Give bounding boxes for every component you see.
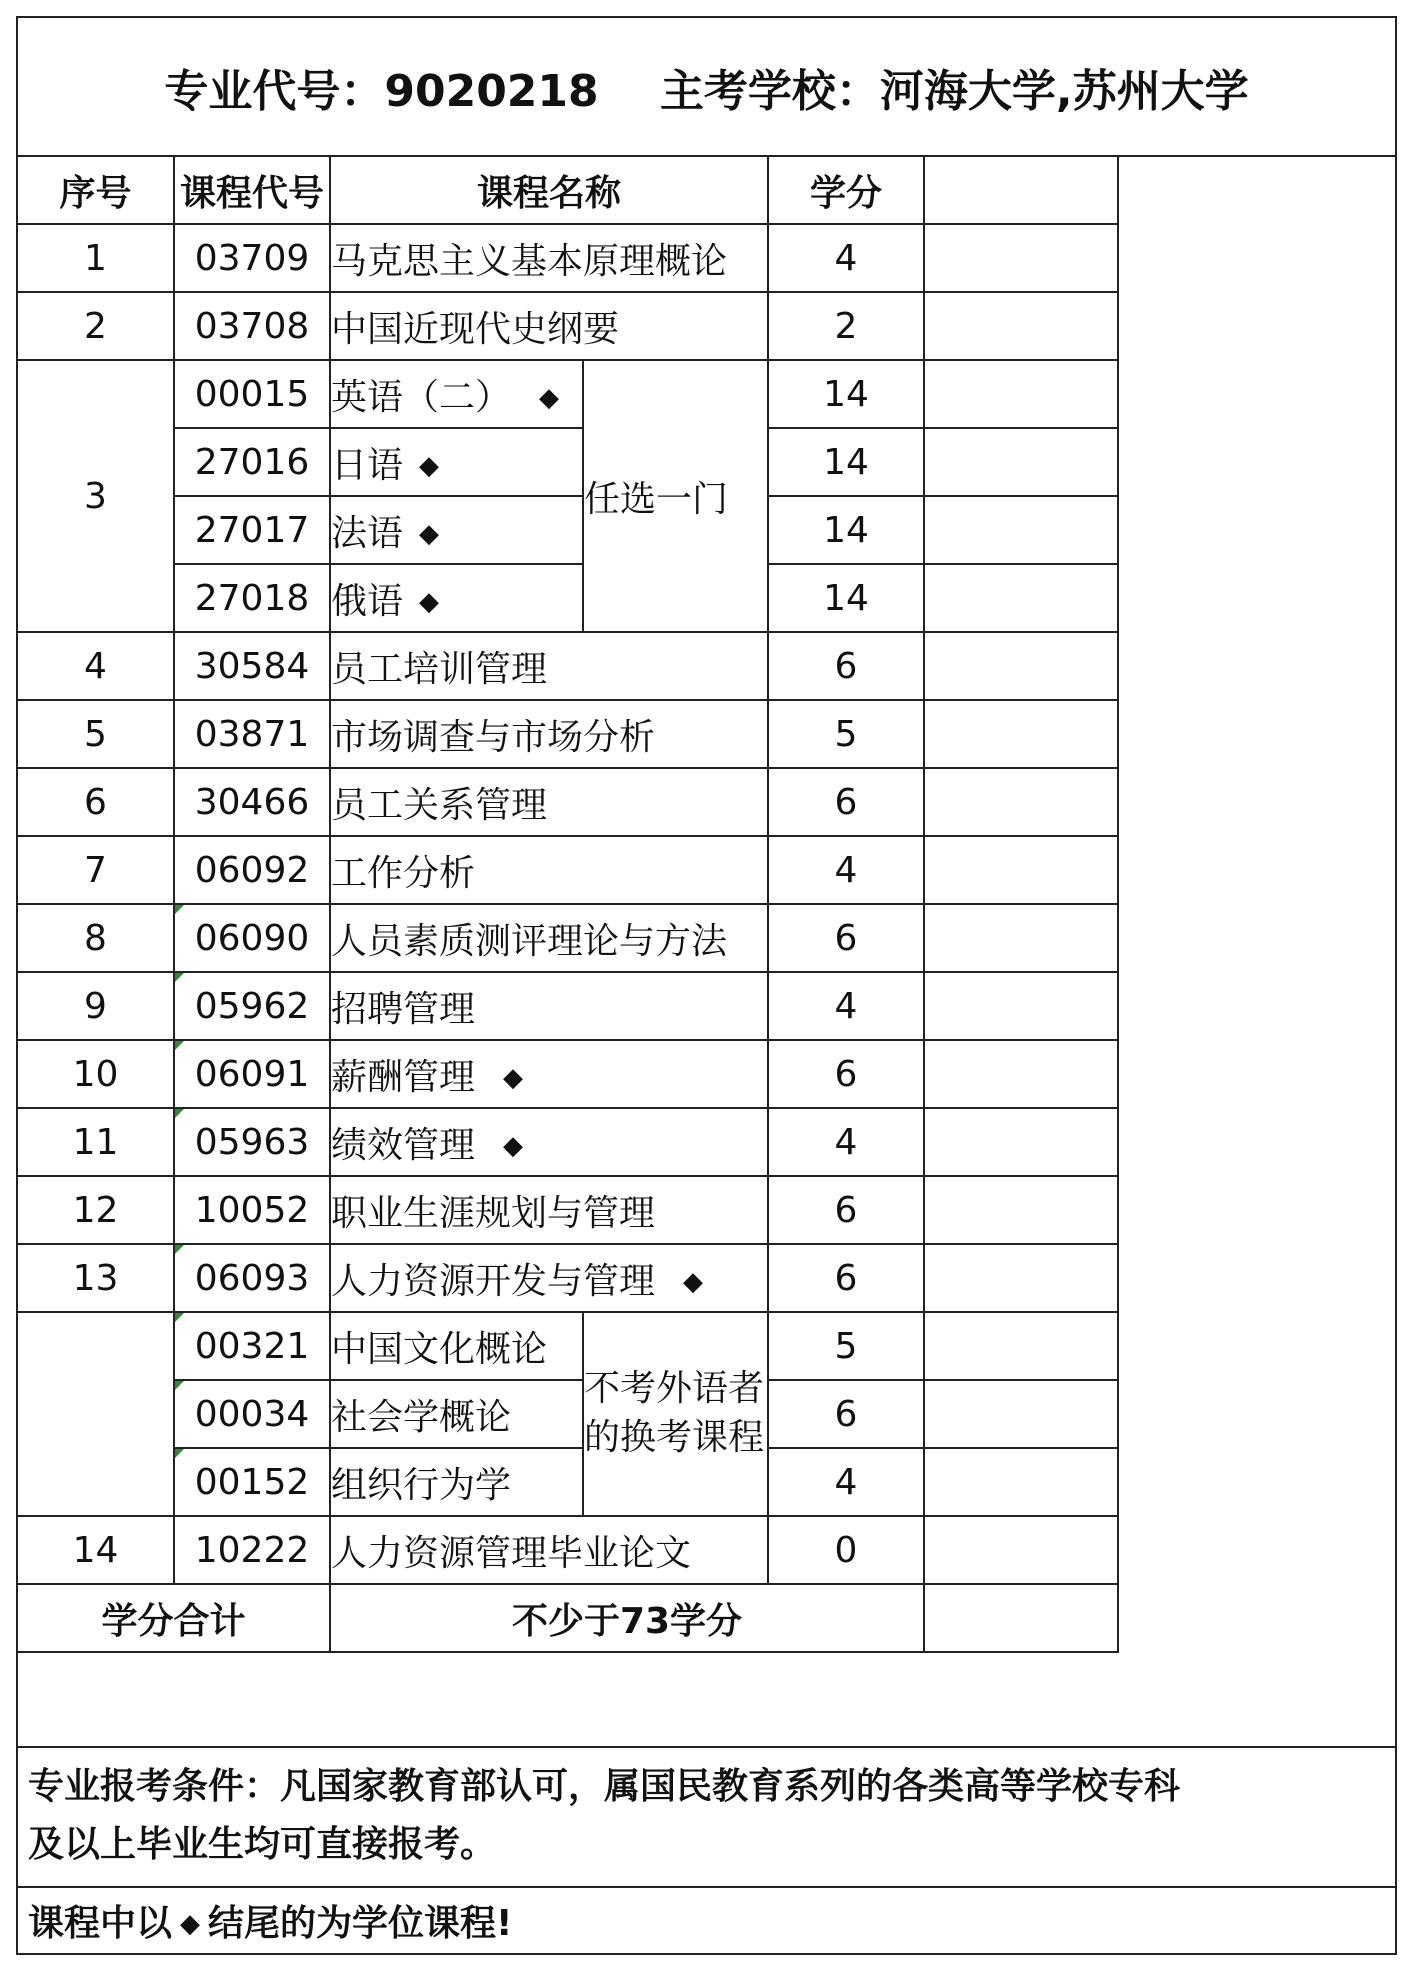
table-row — [17, 1244, 1118, 1312]
blank-cell — [924, 904, 1118, 972]
table-row — [17, 768, 1118, 836]
row-code: 00321 — [174, 1312, 330, 1380]
row-credit: 6 — [768, 768, 924, 836]
page-title — [18, 18, 1395, 157]
degree-mark-icon: ◆ — [419, 450, 440, 481]
row-name: 日语 ◆ — [330, 428, 583, 496]
table-row — [17, 428, 1118, 496]
row-seq: 6 — [17, 768, 174, 836]
total-row — [17, 1584, 1118, 1652]
header-name: 课程名称 — [330, 156, 768, 224]
row-seq: 11 — [17, 1108, 174, 1176]
total-label: 学分合计 — [17, 1584, 330, 1652]
blank-cell — [924, 1176, 1118, 1244]
blank-cell — [924, 564, 1118, 632]
row-code: 10222 — [174, 1516, 330, 1584]
blank-cell — [924, 972, 1118, 1040]
row-name: 中国近现代史纲要 — [330, 292, 768, 360]
degree-mark-icon: ◆ — [419, 586, 440, 617]
header-seq: 序号 — [17, 156, 174, 224]
blank-cell — [924, 360, 1118, 428]
row-name: 人员素质测评理论与方法 — [330, 904, 768, 972]
table-row — [17, 904, 1118, 972]
blank-cell — [924, 1312, 1118, 1380]
row-seq: 8 — [17, 904, 174, 972]
blank-cell — [924, 496, 1118, 564]
row-credit: 5 — [768, 1312, 924, 1380]
table-row — [17, 836, 1118, 904]
row-code: 30584 — [174, 632, 330, 700]
elective-note: 任选一门 — [583, 360, 768, 632]
course-table — [16, 155, 1119, 1653]
row-seq: 9 — [17, 972, 174, 1040]
row-code: 27017 — [174, 496, 330, 564]
host-schools: 主考学校：河海大学,苏州大学 — [659, 65, 1249, 117]
row-seq: 5 — [17, 700, 174, 768]
major-code: 专业代号：9020218 — [164, 65, 599, 117]
header-credit: 学分 — [768, 156, 924, 224]
row-credit: 4 — [768, 1448, 924, 1516]
row-credit: 4 — [768, 972, 924, 1040]
row-code: 00034 — [174, 1380, 330, 1448]
blank-cell — [924, 1516, 1118, 1584]
header-code: 课程代号 — [174, 156, 330, 224]
row-code: 03708 — [174, 292, 330, 360]
row-code: 00015 — [174, 360, 330, 428]
row-name: 组织行为学 — [330, 1448, 583, 1516]
row-code: 27018 — [174, 564, 330, 632]
substitute-note: 不考外语者 的换考课程 — [583, 1312, 768, 1516]
row-credit: 6 — [768, 904, 924, 972]
row-code: 06092 — [174, 836, 330, 904]
row-code: 05963 — [174, 1108, 330, 1176]
table-row — [17, 1108, 1118, 1176]
blank-cell — [924, 292, 1118, 360]
row-seq: 2 — [17, 292, 174, 360]
blank-cell — [924, 156, 1118, 224]
table-row — [17, 292, 1118, 360]
degree-mark-icon: ◆ — [683, 1266, 704, 1297]
row-name: 社会学概论 — [330, 1380, 583, 1448]
table-row — [17, 1448, 1118, 1516]
blank-cell — [924, 632, 1118, 700]
row-seq: 1 — [17, 224, 174, 292]
row-name: 人力资源管理毕业论文 — [330, 1516, 768, 1584]
row-credit: 14 — [768, 360, 924, 428]
row-seq: 12 — [17, 1176, 174, 1244]
row-credit: 4 — [768, 1108, 924, 1176]
row-name: 人力资源开发与管理 ◆ — [330, 1244, 768, 1312]
degree-footnote: 课程中以 ◆ 结尾的为学位课程! — [18, 1886, 1395, 1957]
row-code: 06091 — [174, 1040, 330, 1108]
row-credit: 4 — [768, 836, 924, 904]
degree-mark-icon: ◆ — [419, 518, 440, 549]
row-credit: 14 — [768, 564, 924, 632]
blank-cell — [924, 700, 1118, 768]
table-row — [17, 224, 1118, 292]
row-name: 市场调查与市场分析 — [330, 700, 768, 768]
row-seq: 10 — [17, 1040, 174, 1108]
row-code: 03871 — [174, 700, 330, 768]
table-row — [17, 360, 1118, 428]
blank-cell — [924, 1448, 1118, 1516]
row-name: 俄语 ◆ — [330, 564, 583, 632]
row-credit: 5 — [768, 700, 924, 768]
row-credit: 6 — [768, 1040, 924, 1108]
row-seq: 13 — [17, 1244, 174, 1312]
table-row — [17, 1176, 1118, 1244]
row-credit: 6 — [768, 632, 924, 700]
row-name: 马克思主义基本原理概论 — [330, 224, 768, 292]
row-credit: 14 — [768, 428, 924, 496]
blank-cell — [924, 836, 1118, 904]
study-plan-sheet — [16, 16, 1397, 1955]
table-row — [17, 1516, 1118, 1584]
row-seq: 4 — [17, 632, 174, 700]
table-row — [17, 496, 1118, 564]
blank-cell — [924, 768, 1118, 836]
row-code: 06093 — [174, 1244, 330, 1312]
table-row — [17, 1380, 1118, 1448]
degree-mark-icon: ◆ — [503, 1062, 524, 1093]
blank-cell — [924, 1244, 1118, 1312]
row-credit: 6 — [768, 1176, 924, 1244]
row-code: 06090 — [174, 904, 330, 972]
row-code: 27016 — [174, 428, 330, 496]
row-name: 职业生涯规划与管理 — [330, 1176, 768, 1244]
row-code: 00152 — [174, 1448, 330, 1516]
row-name: 薪酬管理 ◆ — [330, 1040, 768, 1108]
blank-cell — [924, 428, 1118, 496]
blank-cell — [924, 1040, 1118, 1108]
degree-mark-icon: ◆ — [539, 382, 560, 413]
degree-mark-icon: ◆ — [503, 1130, 524, 1161]
row-name: 法语 ◆ — [330, 496, 583, 564]
row-credit: 6 — [768, 1380, 924, 1448]
blank-cell — [924, 1380, 1118, 1448]
table-row — [17, 1040, 1118, 1108]
row-credit: 4 — [768, 224, 924, 292]
blank-cell — [924, 224, 1118, 292]
table-row — [17, 700, 1118, 768]
row-code: 30466 — [174, 768, 330, 836]
row-name: 工作分析 — [330, 836, 768, 904]
admission-conditions: 专业报考条件：凡国家教育部认可，属国民教育系列的各类高等学校专科 及以上毕业生均可直接报考。 — [18, 1746, 1395, 1886]
row-credit: 0 — [768, 1516, 924, 1584]
row-name: 员工关系管理 — [330, 768, 768, 836]
table-row — [17, 1312, 1118, 1380]
table-row — [17, 972, 1118, 1040]
row-seq-empty — [17, 1312, 174, 1516]
row-name: 招聘管理 — [330, 972, 768, 1040]
row-name: 中国文化概论 — [330, 1312, 583, 1380]
row-seq: 3 — [17, 360, 174, 632]
table-row — [17, 632, 1118, 700]
table-row — [17, 564, 1118, 632]
row-credit: 2 — [768, 292, 924, 360]
row-seq: 7 — [17, 836, 174, 904]
blank-cell — [924, 1584, 1118, 1652]
row-code: 05962 — [174, 972, 330, 1040]
row-code: 03709 — [174, 224, 330, 292]
total-value: 不少于73学分 — [330, 1584, 924, 1652]
row-name: 员工培训管理 — [330, 632, 768, 700]
degree-mark-icon: ◆ — [180, 1909, 201, 1939]
row-name: 绩效管理 ◆ — [330, 1108, 768, 1176]
blank-cell — [924, 1108, 1118, 1176]
row-credit: 14 — [768, 496, 924, 564]
row-seq: 14 — [17, 1516, 174, 1584]
row-credit: 6 — [768, 1244, 924, 1312]
row-name: 英语（二） ◆ — [330, 360, 583, 428]
row-code: 10052 — [174, 1176, 330, 1244]
table-header-row — [17, 156, 1118, 224]
